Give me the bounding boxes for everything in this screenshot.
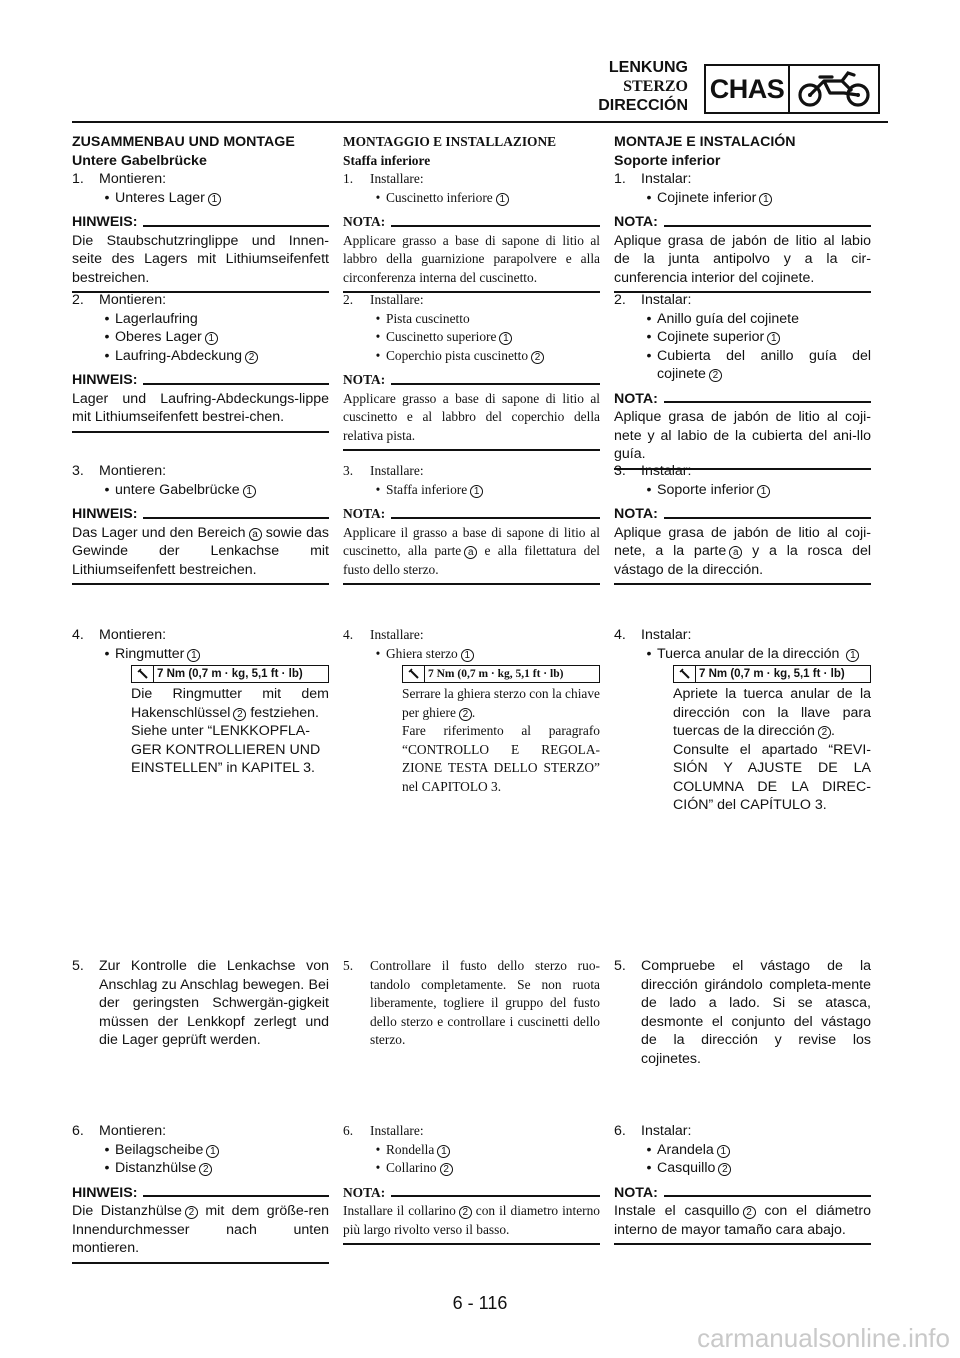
- list-item: • Ghiera sterzo 1: [343, 645, 600, 664]
- step-text: Consulte el apartado “REVI-SIÓN Y AJUSTE DE LA COLUMNA DE LA DIREC-CIÓN” del CAPÍTULO 3.: [673, 741, 871, 813]
- step-4: 4. Montieren:: [72, 627, 167, 643]
- motorcycle-icon: [790, 66, 878, 112]
- ref-marker: 1: [759, 193, 772, 206]
- note-label: NOTA:: [614, 1184, 658, 1201]
- step-4: 4. Instalar:: [614, 627, 692, 643]
- note-label: NOTA:: [343, 214, 386, 229]
- ref-marker: 2: [233, 708, 246, 721]
- step-5: 5. Zur Kontrolle die Lenkachse von Anschlag zu Anschlag bewegen. Bei der geringsten Schwergän-gigkeit müssen der Lenkkopf zerlegt und die Lager geprüft werden.: [72, 958, 329, 1048]
- note-box: [72, 505, 329, 585]
- step-2: 2. Installare:: [343, 292, 424, 307]
- note-box: [614, 390, 871, 470]
- note-box: [343, 505, 600, 585]
- section-title-de: LENKUNG: [608, 59, 688, 76]
- note-box: [343, 1184, 600, 1246]
- note-box: [343, 371, 600, 451]
- list-item: • Cubierta del anillo guía del cojinete 2: [646, 347, 871, 382]
- wrench-icon: [132, 666, 154, 682]
- ref-marker: 1: [717, 1145, 730, 1158]
- heading-main: MONTAJE E INSTALACIÓN: [614, 134, 796, 150]
- step-3: 3. Montieren:: [72, 463, 167, 479]
- ref-marker: 1: [205, 332, 218, 345]
- step-5: 5. Compruebe el vástago de la dirección girándolo completa-mente de lado a lado. Si se atasca, desmonte el conjunto del vástago de la dirección y revise los cojinetes.: [614, 958, 871, 1067]
- ref-marker: 2: [743, 1206, 756, 1219]
- ref-marker: 1: [461, 649, 474, 662]
- section-title-es: DIRECCIÓN: [598, 97, 688, 114]
- wrench-icon: [674, 666, 696, 682]
- step-1: 1. Instalar:: [614, 171, 692, 187]
- ref-marker: a: [464, 546, 477, 559]
- list-item: • Casquillo 2: [614, 1159, 871, 1178]
- list-item: • Arandela 1: [614, 1141, 871, 1160]
- wrench-icon: [403, 666, 425, 682]
- list-item: • Unteres Lager 1: [72, 189, 329, 208]
- torque-spec: 7 Nm (0,7 m · kg, 5,1 ft · lb): [402, 665, 600, 683]
- section-title-it: STERZO: [623, 78, 688, 95]
- torque-spec: 7 Nm (0,7 m · kg, 5,1 ft · lb): [673, 665, 871, 683]
- header-divider: [72, 121, 888, 123]
- ref-marker: 2: [459, 1206, 472, 1219]
- list-item: • Cuscinetto superiore 1: [343, 328, 600, 347]
- ref-marker: 2: [818, 726, 831, 739]
- note-box: [614, 213, 871, 293]
- note-text: Die Distanzhülse 2 mit dem größe-ren Innendurchmesser nach unten montieren.: [72, 1203, 329, 1256]
- ref-marker: 1: [767, 332, 780, 345]
- ref-marker: 1: [496, 193, 509, 206]
- note-text: Applicare il grasso a base di sapone di litio al cuscinetto, alla parte a e alla filettatura del fusto dello sterzo.: [343, 524, 600, 577]
- step-text: Siehe unter “LENKKOPFLA-GER KONTROLLIEREN UND EINSTELLEN” in KAPITEL 3.: [131, 723, 321, 776]
- section-titles: [598, 58, 688, 115]
- list-item: • Collarino 2: [343, 1159, 600, 1178]
- note-text: Die Staubschutzringlippe und Innen-seite des Lagers mit Lithiumseifenfett bestreichen.: [72, 232, 329, 286]
- note-text: Aplique grasa de jabón de litio al coji-nete, a la parte a y a la rosca del vástago de la dirección.: [614, 524, 871, 578]
- ref-marker: 2: [199, 1163, 212, 1176]
- ref-marker: 1: [499, 332, 512, 345]
- step-text: Serrare la ghiera sterzo con la chiave per ghiere 2 .: [402, 686, 600, 720]
- step-6: 6. Montieren:: [72, 1123, 167, 1139]
- list-item: • Distanzhülse 2: [72, 1159, 329, 1178]
- list-item: • Cojinete superior 1: [614, 328, 871, 347]
- note-text: Lager und Laufring-Abdeckungs-lippe mit Lithiumseifenfett bestrei-chen.: [72, 390, 329, 425]
- list-item: • Cojinete inferior 1: [614, 189, 871, 208]
- ref-marker: 1: [757, 485, 770, 498]
- list-item: • Pista cuscinetto: [375, 310, 470, 326]
- note-label: NOTA:: [614, 506, 658, 522]
- note-label: NOTA:: [614, 214, 658, 230]
- ref-marker: a: [729, 546, 742, 559]
- ref-marker: 1: [470, 485, 483, 498]
- note-box: [343, 213, 600, 293]
- list-item: • Staffa inferiore 1: [343, 481, 600, 500]
- list-item: • Beilagscheibe 1: [72, 1141, 329, 1160]
- ref-marker: 2: [718, 1163, 731, 1176]
- ref-marker: 1: [208, 193, 221, 206]
- note-box: [614, 1184, 871, 1246]
- list-item: • Laufring-Abdeckung 2: [72, 347, 329, 366]
- chapter-badge: [704, 64, 880, 114]
- list-item: • Coperchio pista cuscinetto 2: [343, 347, 600, 366]
- list-item: • Oberes Lager 1: [72, 328, 329, 347]
- heading-main: ZUSAMMENBAU UND MONTAGE: [72, 134, 295, 150]
- note-box: [72, 371, 329, 433]
- ref-marker: 2: [245, 351, 258, 364]
- note-label: HINWEIS:: [72, 506, 138, 522]
- note-box: [72, 1184, 329, 1264]
- note-label: HINWEIS:: [72, 1184, 138, 1201]
- note-text: Applicare grasso a base di sapone di litio al labbro della guarnizione parapolvere e alla circonferenza interna del cuscinetto.: [343, 232, 600, 285]
- ref-marker: 1: [243, 485, 256, 498]
- note-text: Installare il collarino 2 con il diametro interno più largo rivolto verso il basso.: [343, 1203, 600, 1237]
- torque-spec: 7 Nm (0,7 m · kg, 5,1 ft · lb): [131, 665, 329, 683]
- step-2: 2. Montieren:: [72, 292, 167, 308]
- heading-main: MONTAGGIO E INSTALLAZIONE: [343, 134, 557, 149]
- note-text: Applicare grasso a base di sapone di litio al cuscinetto e al labbro del coperchio della relativa pista.: [343, 390, 600, 443]
- note-label: NOTA:: [343, 506, 386, 521]
- note-text: Aplique grasa de jabón de litio al coji-nete y al labio de la cubierta del ani-llo guía.: [614, 409, 871, 462]
- page-header: [590, 58, 880, 122]
- list-item: • Ringmutter 1: [72, 645, 329, 664]
- step-1: 1. Montieren:: [72, 171, 167, 187]
- note-label: HINWEIS:: [72, 372, 138, 388]
- note-label: NOTA:: [614, 390, 658, 407]
- step-3: 3. Installare:: [343, 463, 424, 478]
- chapter-code: CHAS: [706, 66, 790, 112]
- ref-marker: 2: [531, 351, 544, 364]
- note-text: Instale el casquillo 2 con el diámetro interno de mayor tamaño cara abajo.: [614, 1203, 871, 1238]
- list-item: • Soporte inferior 1: [614, 481, 871, 500]
- note-label: HINWEIS:: [72, 214, 138, 230]
- ref-marker: 1: [187, 649, 200, 662]
- step-6: 6. Installare:: [343, 1123, 424, 1138]
- step-2: 2. Instalar:: [614, 292, 692, 308]
- list-item: • Cuscinetto inferiore 1: [343, 189, 600, 208]
- ref-marker: a: [249, 528, 262, 541]
- heading-sub: Soporte inferior: [614, 152, 721, 169]
- note-box: [614, 505, 871, 585]
- watermark: carmanualsonline.info: [697, 1323, 950, 1353]
- heading-sub: Staffa inferiore: [343, 152, 431, 168]
- step-4: 4. Installare:: [343, 627, 424, 642]
- step-text: Apriete la tuerca anular de la dirección con la llave para tuercas de la dirección 2 .: [673, 686, 871, 739]
- step-text: Fare riferimento al paragrafo “CONTROLLO E REGOLA-ZIONE TESTA DELLO STERZO” nel CAPITOLO 3.: [402, 723, 600, 794]
- ref-marker: 1: [846, 649, 859, 662]
- step-text: Die Ringmutter mit dem Hakenschlüssel 2 festziehen.: [131, 686, 329, 721]
- list-item: • Tuerca anular de la dirección 1: [614, 645, 871, 664]
- list-item: • untere Gabelbrücke 1: [72, 481, 329, 500]
- step-1: 1. Installare:: [343, 171, 424, 186]
- note-label: NOTA:: [343, 372, 386, 387]
- ref-marker: 2: [440, 1163, 453, 1176]
- step-6: 6. Instalar:: [614, 1123, 692, 1139]
- list-item: • Lagerlaufring: [104, 310, 198, 327]
- note-text: Das Lager und den Bereich a sowie das Gewinde der Lenkachse mit Lithiumseifenfett bestreichen.: [72, 524, 329, 578]
- note-label: NOTA:: [343, 1184, 386, 1200]
- list-item: • Rondella 1: [343, 1141, 600, 1160]
- ref-marker: 1: [206, 1145, 219, 1158]
- ref-marker: 2: [185, 1206, 198, 1219]
- ref-marker: 1: [437, 1145, 450, 1158]
- step-5: 5. Controllare il fusto dello sterzo ruo-tandolo completamente. Se non ruota liberamente, togliere il gruppo del fusto dello sterzo e controllare i cuscinetti dello sterzo.: [343, 958, 600, 1047]
- page-number: 6 - 116: [452, 1293, 508, 1313]
- heading-sub: Untere Gabelbrücke: [72, 152, 207, 169]
- ref-marker: 2: [459, 708, 472, 721]
- ref-marker: 2: [709, 369, 722, 382]
- list-item: • Anillo guía del cojinete: [646, 310, 799, 327]
- step-3: 3. Instalar:: [614, 463, 692, 479]
- note-text: Aplique grasa de jabón de litio al labio de la junta antipolvo y a la cir-cunferencia interior del cojinete.: [614, 232, 871, 286]
- note-box: [72, 213, 329, 293]
